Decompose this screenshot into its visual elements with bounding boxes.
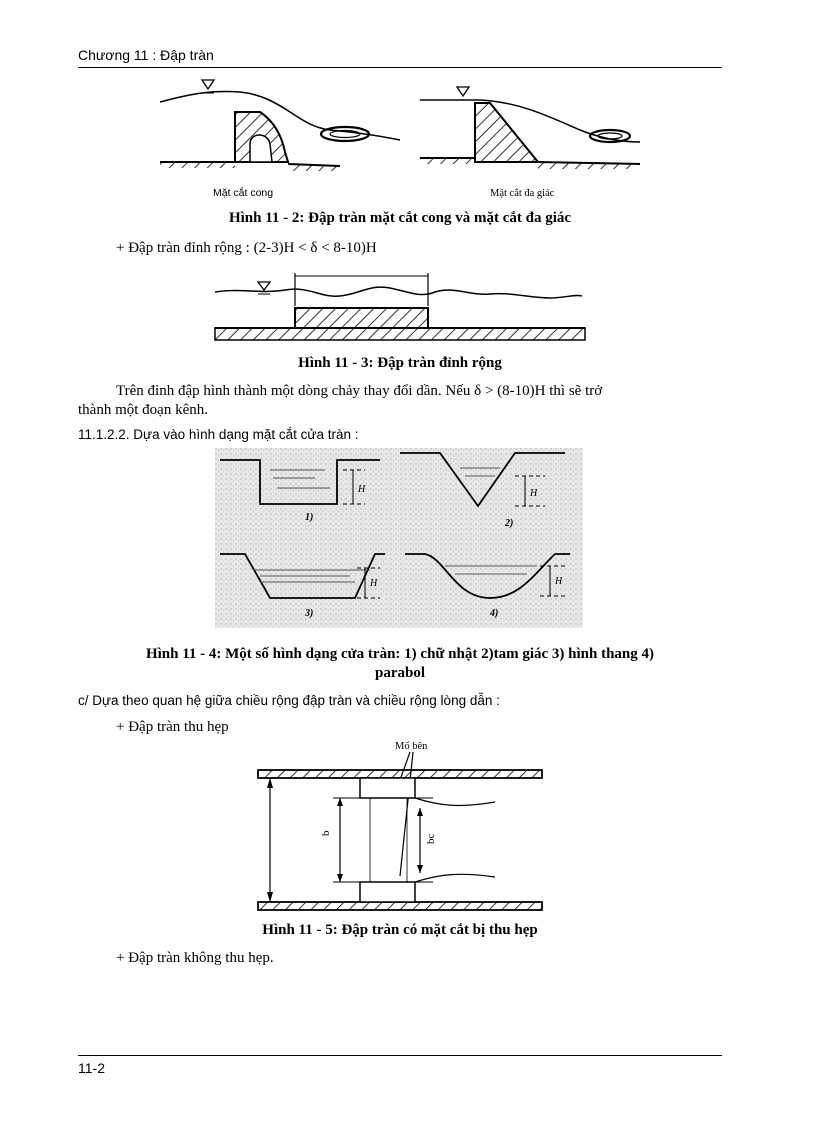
figure-4-caption-line-1: Hình 11 - 4: Một số hình dạng cửa tràn: 1) chữ nhật 2)tam giác 3) hình thang 4) [145, 646, 655, 662]
paragraph-line-2: thành một đoạn kênh. [78, 402, 208, 418]
abutment-top [360, 778, 415, 798]
figure-4-caption-line-2: parabol [374, 665, 425, 681]
shape-number-1: 1) [305, 512, 314, 523]
water-level-icon [202, 80, 214, 89]
section-heading: 11.1.2.2. Dựa vào hình dạng mặt cắt cửa tràn : [78, 427, 359, 442]
abutment-bottom [360, 882, 415, 902]
depth-label: H [370, 578, 378, 589]
header-rule [78, 67, 722, 68]
depth-label: H [555, 576, 563, 587]
label-abutment: Mố bên [395, 741, 428, 752]
section-c-heading: c/ Dựa theo quan hệ giữa chiều rộng đập tràn và chiều rộng lòng dẫn : [78, 693, 500, 708]
not-narrow-line: + Đập tràn không thu hẹp. [116, 950, 274, 966]
shape-number-2: 2) [505, 518, 514, 529]
broad-crest-line: + Đập tràn đỉnh rộng : (2-3)H < δ < 8-10)H [116, 240, 377, 256]
label-curved: Mặt cắt cong [213, 187, 274, 199]
figure-broad-crested [210, 268, 590, 350]
figure-2-caption: Hình 11 - 2: Đập tràn mặt cắt cong và mặt cắt đa giác [228, 210, 572, 226]
figure-5-caption: Hình 11 - 5: Đập tràn có mặt cắt bị thu hẹp [262, 922, 538, 938]
page-number: 11-2 [78, 1060, 105, 1076]
depth-label: H [358, 484, 366, 495]
figure-contracted-dam [255, 736, 545, 916]
chapter-header: Chương 11 : Đập tràn [78, 47, 214, 63]
figure-curved-dam [150, 72, 750, 202]
shape-number-3: 3) [305, 608, 314, 619]
figure-3-caption: Hình 11 - 3: Đập tràn đỉnh rộng [298, 355, 502, 371]
water-level-icon [457, 87, 469, 96]
label-b: b [320, 830, 332, 836]
water-level-icon [258, 282, 270, 290]
shape-number-4: 4) [490, 608, 499, 619]
polygonal-section-drawing [420, 87, 640, 169]
label-bc: bc [425, 833, 437, 844]
depth-label: H [530, 488, 538, 499]
label-polygonal: Mặt cắt đa giác [490, 188, 555, 199]
figure-spillway-shapes [215, 448, 583, 628]
paragraph-line-1: Trên đỉnh đập hình thành một dòng chảy thay đổi dần. Nếu δ > (8-10)H thì sẽ trở [116, 383, 603, 399]
narrow-dam-line: + Đập tràn thu hẹp [116, 719, 229, 735]
curved-section-drawing [160, 80, 400, 171]
footer-rule [78, 1055, 722, 1056]
